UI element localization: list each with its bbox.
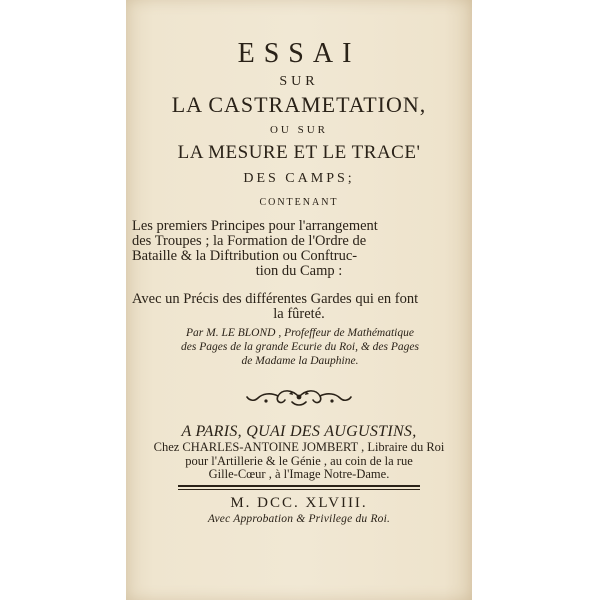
author-credit: [140, 326, 460, 368]
publisher-block: [144, 441, 454, 482]
title-connector-sur: SUR: [279, 74, 319, 89]
double-rule-thin: [178, 489, 420, 490]
contents-description: [132, 219, 466, 279]
book-subtitle-mesure: LA MESURE ET LE TRACE': [177, 142, 421, 163]
book-subtitle-camps: DES CAMPS;: [243, 171, 355, 186]
royal-privilege: Avec Approbation & Privilege du Roi.: [207, 513, 391, 525]
publication-date: M. DCC. XLVIII.: [230, 495, 368, 511]
book-subject: LA CASTRAMETATION,: [171, 92, 427, 117]
contents-line: Les premiers Principes pour l'arrangement: [132, 218, 378, 234]
publisher-line: Gille-Cœur , à l'Image Notre-Dame.: [208, 467, 390, 481]
contents-line: Bataille & la Diftribution ou Conftruc-: [132, 248, 358, 264]
author-line: des Pages de la grande Ecurie du Roi, & des Pages: [181, 341, 419, 353]
imprint-city: A PARIS, QUAI DES AUGUSTINS,: [181, 423, 417, 440]
book-title: ESSAI: [237, 38, 361, 69]
contents-line: tion du Camp :: [255, 263, 343, 279]
author-line: de Madame la Dauphine.: [241, 355, 359, 367]
fleuron-ornament-icon: [244, 386, 354, 408]
title-page: [126, 0, 472, 600]
contenant-label: CONTENANT: [259, 197, 339, 208]
publisher-line: pour l'Artillerie & le Génie , au coin de la rue: [185, 453, 413, 468]
precis-line: la fûreté.: [273, 306, 325, 322]
author-line: Par M. LE BLOND , Profeffeur de Mathématique: [186, 327, 414, 339]
contents-line: des Troupes ; la Formation de l'Ordre de: [132, 233, 367, 249]
title-connector-ou-sur: OU SUR: [269, 124, 329, 136]
publisher-line: Chez CHARLES-ANTOINE JOMBERT , Libraire du Roi: [153, 440, 445, 454]
double-rule-thick: [178, 485, 420, 487]
precis-line: Avec un Précis des différentes Gardes qui en font: [132, 291, 419, 307]
precis-description: [132, 292, 466, 322]
